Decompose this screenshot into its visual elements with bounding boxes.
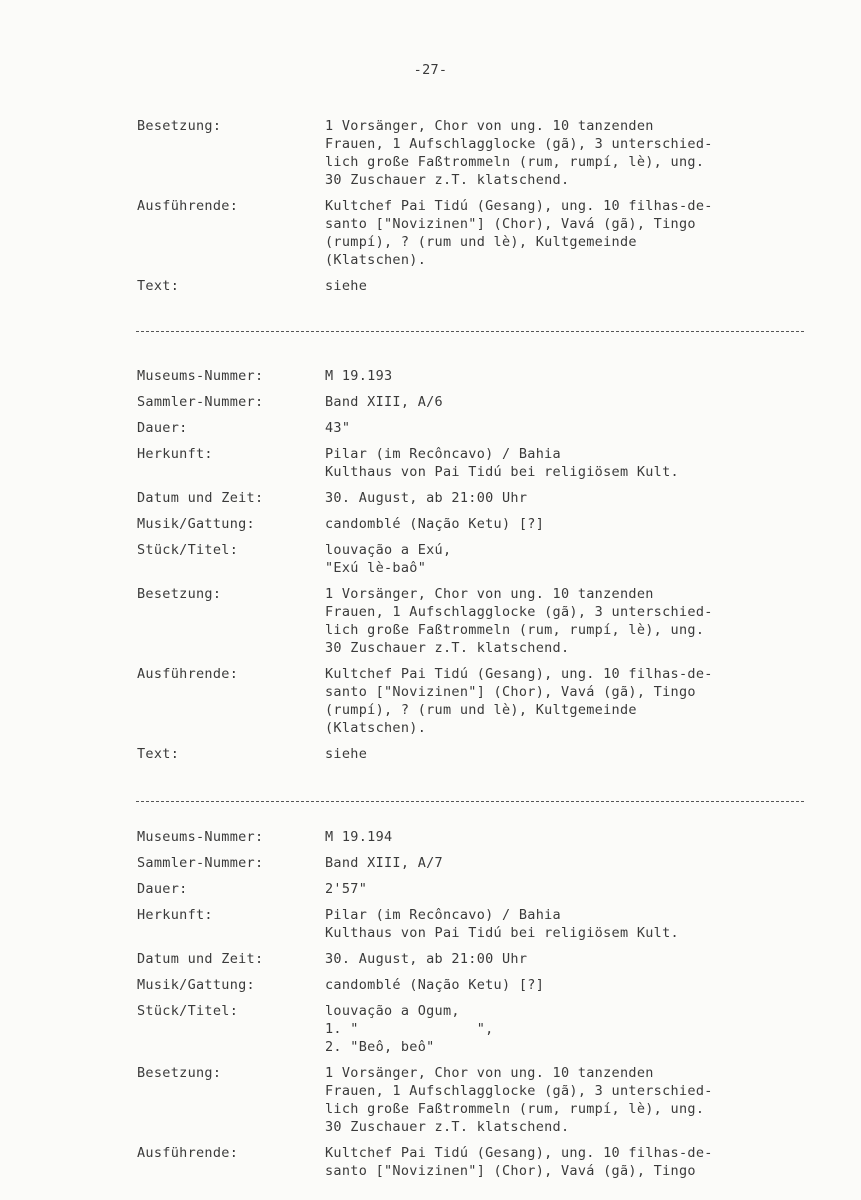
field-label: Dauer: <box>137 881 188 897</box>
field-value: Kultchef Pai Tidú (Gesang), ung. 10 filhas-de- santo ["Novizinen"] (Chor), Vavá (gã), Tingo <box>325 1145 713 1179</box>
field-value: siehe <box>325 746 368 762</box>
field-row-musik-gattung <box>137 515 807 533</box>
field-value: 1 Vorsänger, Chor von ung. 10 tanzenden Frauen, 1 Aufschlagglocke (gã), 3 unterschied- lich große Faßtrommeln (rum, rumpí, lè), ung. 30 Zuschauer z.T. klatschend. <box>325 118 713 188</box>
field-value: M 19.194 <box>325 829 393 845</box>
field-row-besetzung <box>137 117 807 189</box>
record-section-3 <box>137 828 807 1180</box>
field-label: Museums-Nummer: <box>137 368 264 384</box>
field-value: Band XIII, A/6 <box>325 394 443 410</box>
field-row-stueck-titel <box>137 1002 807 1056</box>
field-label: Besetzung: <box>137 118 222 134</box>
field-value: 1 Vorsänger, Chor von ung. 10 tanzenden Frauen, 1 Aufschlagglocke (gã), 3 unterschied- lich große Faßtrommeln (rum, rumpí, lè), ung. 30 Zuschauer z.T. klatschend. <box>325 1065 713 1135</box>
field-value: Kultchef Pai Tidú (Gesang), ung. 10 filhas-de- santo ["Novizinen"] (Chor), Vavá (gã), Tingo (rumpí), ? (rum und lè), Kultgemeinde (Klatschen). <box>325 198 713 268</box>
field-label: Besetzung: <box>137 586 222 602</box>
field-value: 1 Vorsänger, Chor von ung. 10 tanzenden Frauen, 1 Aufschlagglocke (gã), 3 unterschied- lich große Faßtrommeln (rum, rumpí, lè), ung. 30 Zuschauer z.T. klatschend. <box>325 586 713 656</box>
record-section-1 <box>137 117 807 295</box>
field-row-musik-gattung <box>137 976 807 994</box>
field-row-text <box>137 277 807 295</box>
field-value: 30. August, ab 21:00 Uhr <box>325 951 528 967</box>
field-value: 30. August, ab 21:00 Uhr <box>325 490 528 506</box>
field-value: 43" <box>325 420 351 436</box>
field-row-besetzung <box>137 1064 807 1136</box>
field-row-datum-und-zeit <box>137 950 807 968</box>
field-row-ausfuehrende <box>137 197 807 269</box>
field-value: candomblé (Nação Ketu) [?] <box>325 516 545 532</box>
section-separator <box>136 331 804 332</box>
field-label: Ausführende: <box>137 198 239 214</box>
field-label: Herkunft: <box>137 446 213 462</box>
field-label: Sammler-Nummer: <box>137 394 264 410</box>
field-row-herkunft <box>137 906 807 942</box>
field-label: Musik/Gattung: <box>137 516 255 532</box>
field-label: Stück/Titel: <box>137 542 239 558</box>
field-value: louvação a Ogum, 1. " ", 2. "Beô, beô" <box>325 1003 494 1055</box>
field-label: Ausführende: <box>137 1145 239 1161</box>
field-value: siehe <box>325 278 368 294</box>
field-row-dauer <box>137 880 807 898</box>
field-row-text <box>137 745 807 763</box>
record-section-2 <box>137 367 807 763</box>
field-label: Besetzung: <box>137 1065 222 1081</box>
field-row-herkunft <box>137 445 807 481</box>
field-label: Stück/Titel: <box>137 1003 239 1019</box>
field-label: Musik/Gattung: <box>137 977 255 993</box>
field-label: Museums-Nummer: <box>137 829 264 845</box>
field-row-datum-und-zeit <box>137 489 807 507</box>
page-number: -27- <box>413 62 448 78</box>
field-label: Ausführende: <box>137 666 239 682</box>
field-row-sammler-nummer <box>137 854 807 872</box>
field-value: M 19.193 <box>325 368 393 384</box>
field-row-museums-nummer <box>137 367 807 385</box>
field-label: Text: <box>137 746 180 762</box>
field-label: Datum und Zeit: <box>137 951 264 967</box>
field-value: louvação a Exú, "Exú lè-baô" <box>325 542 452 576</box>
field-label: Datum und Zeit: <box>137 490 264 506</box>
field-label: Text: <box>137 278 180 294</box>
section-separator <box>136 801 804 802</box>
field-row-stueck-titel <box>137 541 807 577</box>
field-value: 2'57" <box>325 881 368 897</box>
field-value: Band XIII, A/7 <box>325 855 443 871</box>
field-value: Kultchef Pai Tidú (Gesang), ung. 10 filhas-de- santo ["Novizinen"] (Chor), Vavá (gã), Tingo (rumpí), ? (rum und lè), Kultgemeinde (Klatschen). <box>325 666 713 736</box>
field-row-sammler-nummer <box>137 393 807 411</box>
field-row-ausfuehrende <box>137 665 807 737</box>
field-row-museums-nummer <box>137 828 807 846</box>
field-value: Pilar (im Recôncavo) / Bahia Kulthaus von Pai Tidú bei religiösem Kult. <box>325 907 679 941</box>
field-label: Dauer: <box>137 420 188 436</box>
field-label: Herkunft: <box>137 907 213 923</box>
field-row-besetzung <box>137 585 807 657</box>
field-row-dauer <box>137 419 807 437</box>
field-value: candomblé (Nação Ketu) [?] <box>325 977 545 993</box>
field-label: Sammler-Nummer: <box>137 855 264 871</box>
field-value: Pilar (im Recôncavo) / Bahia Kulthaus von Pai Tidú bei religiösem Kult. <box>325 446 679 480</box>
field-row-ausfuehrende <box>137 1144 807 1180</box>
